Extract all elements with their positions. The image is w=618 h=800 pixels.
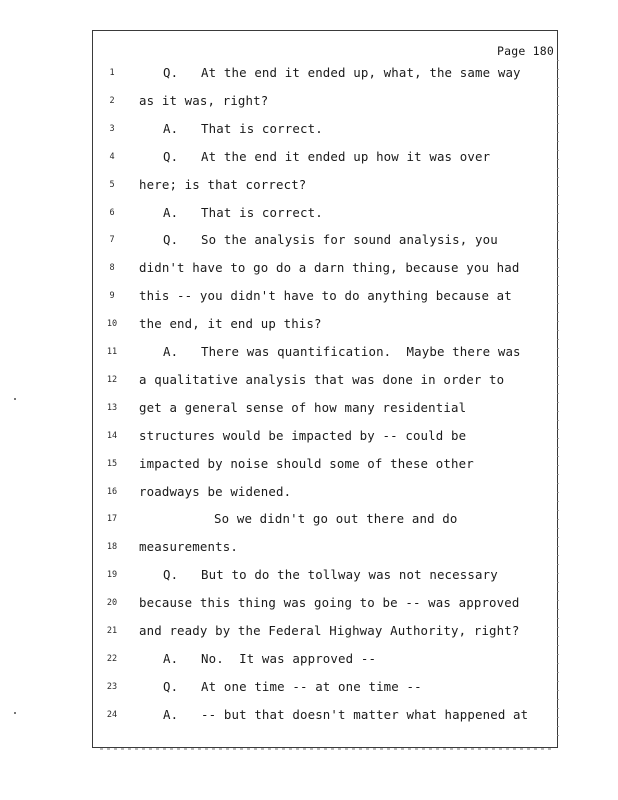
line-text: impacted by noise should some of these other (139, 455, 474, 471)
line-text: and ready by the Federal Highway Authority, right? (139, 623, 520, 638)
line-text: this -- you didn't have to do anything because at (139, 288, 512, 304)
line-text: as it was, right? (139, 92, 269, 108)
transcript-line (0, 427, 618, 447)
line-number: 23 (106, 681, 118, 692)
line-number: 22 (106, 653, 118, 664)
line-text: A. No. It was approved -- (163, 650, 377, 666)
line-number: 4 (109, 151, 115, 162)
transcript-line (0, 64, 618, 84)
line-text: roadways be widened. (139, 483, 292, 499)
line-text: get a general sense of how many residential (139, 399, 467, 415)
line-number: 10 (106, 319, 118, 330)
transcript-line (0, 510, 618, 530)
line-number: 1 (109, 68, 115, 78)
transcript-line (0, 176, 618, 196)
transcript-line (0, 204, 618, 224)
line-text: A. That is correct. (163, 204, 323, 220)
transcript-line (0, 706, 618, 726)
line-text: the end, it end up this? (139, 316, 322, 332)
transcript-line (0, 594, 618, 614)
transcript-line (0, 622, 618, 642)
line-number: 18 (106, 542, 118, 553)
line-text: A. There was quantification. Maybe there was (163, 344, 521, 359)
line-number: 3 (109, 123, 115, 134)
line-number: 11 (106, 347, 118, 357)
line-number: 7 (109, 235, 115, 246)
line-text: Q. At one time -- at one time -- (163, 678, 422, 694)
page-number: Page 180 (497, 44, 554, 58)
line-text: because this thing was going to be -- was approved (139, 595, 520, 611)
transcript-line (0, 259, 618, 279)
line-number: 6 (109, 207, 115, 218)
transcript-line (0, 678, 618, 698)
line-number: 12 (106, 374, 118, 385)
transcript-line (0, 120, 618, 140)
transcript-line (0, 371, 618, 391)
line-number: 15 (106, 458, 118, 469)
transcript-line (0, 287, 618, 307)
transcript-line (0, 92, 618, 112)
transcript-line (0, 538, 618, 558)
line-text: structures would be impacted by -- could be (139, 427, 467, 443)
line-number: 9 (109, 291, 115, 302)
line-number: 8 (109, 263, 115, 274)
line-text: Q. At the end it ended up, what, the same way (163, 65, 521, 80)
line-text: here; is that correct? (139, 176, 307, 192)
line-text: A. That is correct. (163, 120, 323, 136)
line-number: 2 (109, 95, 115, 106)
transcript-line (0, 483, 618, 503)
transcript-line (0, 148, 618, 168)
transcript-line (0, 399, 618, 419)
line-text: didn't have to go do a darn thing, because you had (139, 260, 520, 276)
line-text: a qualitative analysis that was done in order to (139, 371, 505, 387)
transcript-line (0, 231, 618, 251)
line-number: 5 (109, 179, 115, 190)
line-number: 19 (106, 570, 118, 581)
line-text: So we didn't go out there and do (214, 511, 458, 527)
line-number: 24 (106, 709, 118, 720)
transcript-line (0, 455, 618, 475)
line-number: 17 (106, 514, 118, 525)
transcript-line (0, 650, 618, 670)
line-text: A. -- but that doesn't matter what happened at (163, 706, 529, 722)
line-text: Q. At the end it ended up how it was over (163, 148, 491, 164)
line-number: 21 (106, 626, 118, 636)
line-number: 13 (106, 402, 118, 413)
page-bottom-dots (100, 748, 555, 750)
transcript-line (0, 315, 618, 335)
line-number: 20 (106, 598, 118, 609)
line-text: Q. But to do the tollway was not necessary (163, 567, 498, 583)
line-text: Q. So the analysis for sound analysis, you (163, 232, 498, 248)
line-text: measurements. (139, 539, 238, 555)
line-number: 14 (106, 430, 118, 441)
transcript-line (0, 566, 618, 586)
transcript-line (0, 343, 618, 363)
line-number: 16 (106, 486, 118, 497)
